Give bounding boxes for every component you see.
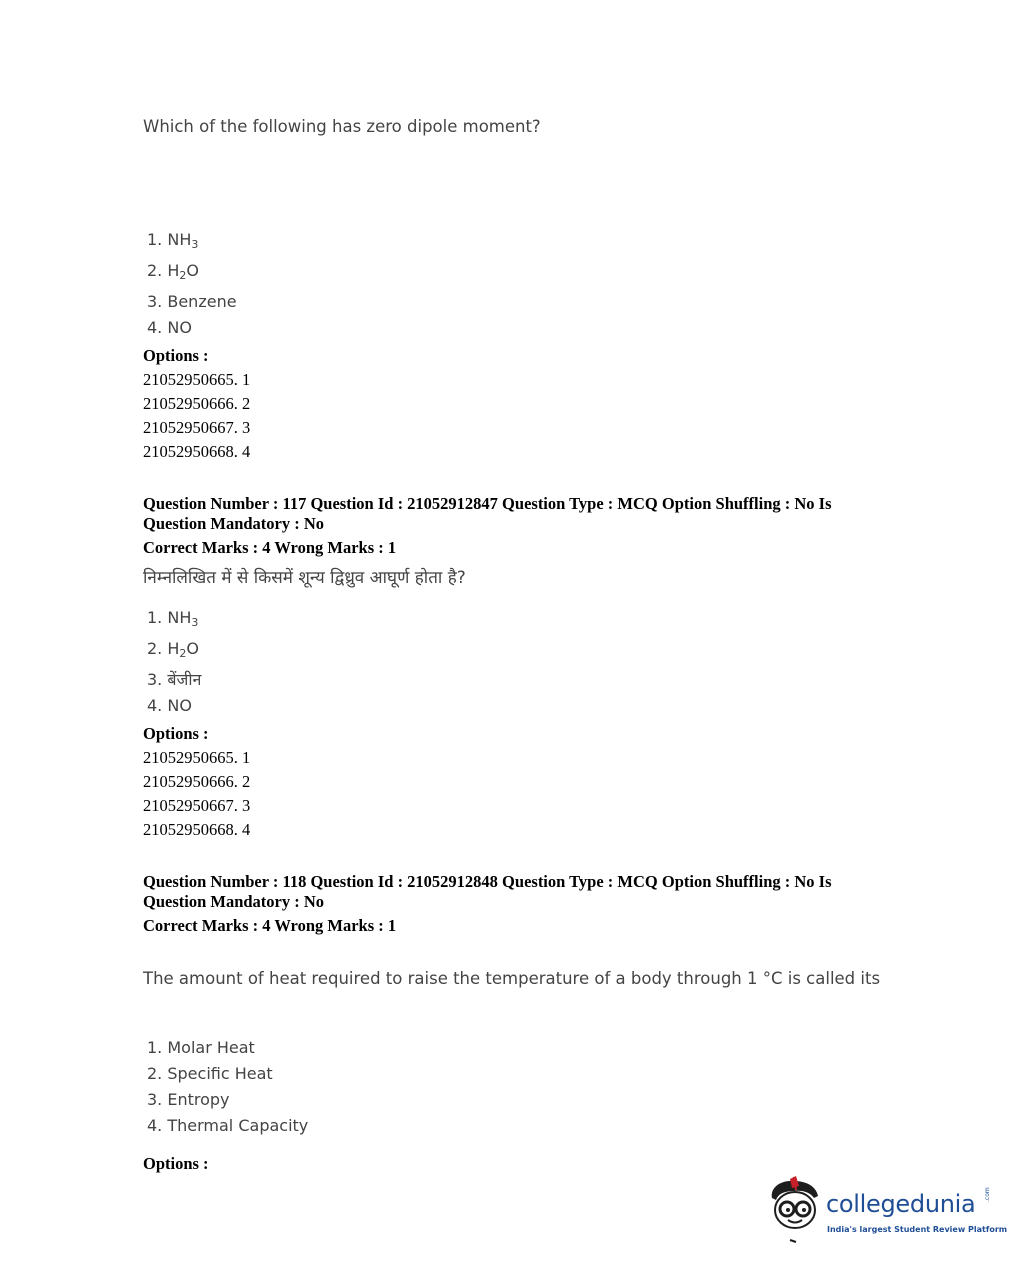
- choice-3: 3. Entropy: [147, 1090, 230, 1109]
- option-id-1: 21052950665. 1: [143, 748, 251, 767]
- choice-1: 1. Molar Heat: [147, 1038, 255, 1057]
- question-117-meta: [143, 494, 832, 558]
- choice-2: 2. $H_2O$: [147, 639, 199, 660]
- choice-2: 2. Specific Heat: [147, 1064, 273, 1083]
- option-id-3: 21052950667. 3: [143, 796, 251, 815]
- question-118-options: [143, 1152, 209, 1176]
- question-117-text: निम्नलिखित में से किसमें शून्य द्विध्रुव आघूर्ण होता है?: [143, 568, 466, 588]
- option-id-1: 21052950665. 1: [143, 370, 251, 389]
- option-id-4: 21052950668. 4: [143, 820, 251, 839]
- options-label: Options :: [143, 346, 209, 365]
- question-117-choices: [143, 605, 201, 719]
- choice-3: 3. बेंजीन: [147, 670, 202, 689]
- choice-4: 4. NO: [147, 696, 192, 715]
- logo-tagline: India's largest Student Review Platform: [827, 1225, 1008, 1234]
- question-118-choices: [143, 1035, 308, 1139]
- meta-line-1: Question Number : 118 Question Id : 21052912848 Question Type : MCQ Option Shuffling : No Is: [143, 872, 832, 891]
- question-118-meta: [143, 872, 832, 936]
- logo-suffix: .com: [984, 1187, 991, 1202]
- choice-3: 3. Benzene: [147, 292, 237, 311]
- options-label: Options :: [143, 724, 209, 743]
- collegedunia-logo: [766, 1176, 1008, 1246]
- choice-1: 1. $NH_3$: [147, 230, 199, 251]
- choice-2: 2. $H_2O$: [147, 261, 199, 282]
- question-116-text: Which of the following has zero dipole moment?: [143, 117, 541, 136]
- meta-line-2: Question Mandatory : No: [143, 892, 325, 911]
- option-id-3: 21052950667. 3: [143, 418, 251, 437]
- meta-line-3: Correct Marks : 4 Wrong Marks : 1: [143, 916, 397, 935]
- question-116-options: [143, 344, 250, 464]
- mascot-icon: [766, 1176, 828, 1246]
- choice-4: 4. Thermal Capacity: [147, 1116, 309, 1135]
- choice-1: 1. $NH_3$: [147, 608, 199, 629]
- meta-line-3: Correct Marks : 4 Wrong Marks : 1: [143, 538, 397, 557]
- meta-line-1: Question Number : 117 Question Id : 21052912847 Question Type : MCQ Option Shuffling : No Is: [143, 494, 832, 513]
- question-116-choices: [143, 227, 237, 341]
- choice-4: 4. NO: [147, 318, 192, 337]
- meta-line-2: Question Mandatory : No: [143, 514, 325, 533]
- options-label: Options :: [143, 1154, 209, 1173]
- option-id-2: 21052950666. 2: [143, 772, 251, 791]
- logo-wordmark: collegedunia: [826, 1190, 976, 1218]
- question-118-text: The amount of heat required to raise the temperature of a body through 1 °C is called its: [143, 969, 881, 988]
- option-id-4: 21052950668. 4: [143, 442, 251, 461]
- option-id-2: 21052950666. 2: [143, 394, 251, 413]
- question-117-options: [143, 722, 250, 842]
